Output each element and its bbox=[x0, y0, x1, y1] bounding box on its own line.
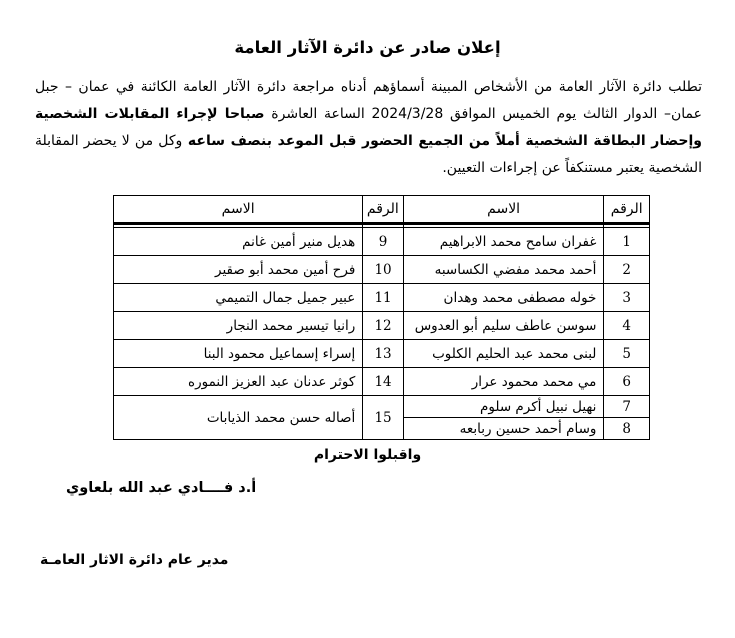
cell-number: 6 bbox=[604, 368, 650, 396]
paragraph-text-bold: صباحا لإجراء المقابلات الشخصية وإحضار البطاقة الشخصية أملاً من الجميع الحضور قبل الموعد بنصف ساعه bbox=[35, 106, 702, 149]
cell-number: 2 bbox=[604, 256, 650, 284]
header-number-right: الرقم bbox=[604, 196, 650, 224]
table-row bbox=[114, 312, 650, 340]
cell-number: 4 bbox=[604, 312, 650, 340]
announcement-paragraph bbox=[35, 74, 702, 182]
cell-number: 5 bbox=[604, 340, 650, 368]
cell-number: 12 bbox=[363, 312, 404, 340]
header-name-right: الاسم bbox=[403, 196, 604, 224]
table-row bbox=[114, 396, 650, 418]
cell-name: عبير جميل جمال التميمي bbox=[114, 284, 363, 312]
cell-number: 13 bbox=[363, 340, 404, 368]
applicants-table bbox=[113, 195, 650, 440]
cell-number: 8 bbox=[604, 418, 650, 440]
cell-name: وسام أحمد حسين ربابعه bbox=[403, 418, 604, 440]
table-row bbox=[114, 368, 650, 396]
cell-name: أحمد محمد مفضي الكساسبه bbox=[403, 256, 604, 284]
page-title: إعلان صادر عن دائرة الآثار العامة bbox=[234, 38, 501, 57]
cell-name: خوله مصطفى محمد وهدان bbox=[403, 284, 604, 312]
header-number-left: الرقم bbox=[363, 196, 404, 224]
closing-salutation: واقبلوا الاحترام bbox=[313, 447, 422, 463]
cell-number: 11 bbox=[363, 284, 404, 312]
header-name-left: الاسم bbox=[114, 196, 363, 224]
cell-number: 1 bbox=[604, 228, 650, 256]
cell-number: 3 bbox=[604, 284, 650, 312]
cell-name: هديل منير أمين غانم bbox=[114, 228, 363, 256]
signature-title: مدير عام دائرة الاثار العامـة bbox=[40, 552, 229, 568]
cell-name: لبنى محمد عبد الحليم الكلوب bbox=[403, 340, 604, 368]
table-row bbox=[114, 284, 650, 312]
cell-number: 15 bbox=[363, 396, 404, 440]
cell-name: إسراء إسماعيل محمود البنا bbox=[114, 340, 363, 368]
table-row bbox=[114, 340, 650, 368]
table-row bbox=[114, 228, 650, 256]
cell-name: غفران سامح محمد الابراهيم bbox=[403, 228, 604, 256]
table-header-row bbox=[114, 196, 650, 224]
cell-name: فرح أمين محمد أبو صقير bbox=[114, 256, 363, 284]
cell-number: 10 bbox=[363, 256, 404, 284]
cell-name: رانيا تيسير محمد النجار bbox=[114, 312, 363, 340]
cell-number: 7 bbox=[604, 396, 650, 418]
paragraph-text-regular-2: وكل من لا يحضر المقابلة الشخصية يعتبر مستنكفاً عن إجراءات التعيين. bbox=[35, 133, 702, 176]
paragraph-text-regular-1: تطلب دائرة الآثار العامة من الأشخاص المبينة أسماؤهم أدناه مراجعة دائرة الآثار العامة الكائنة في عمان – جبل عمان– الدوار الثالث يوم الخميس الموافق 2024/3/28 الساعة العاشرة bbox=[35, 79, 702, 122]
cell-name: سوسن عاطف سليم أبو العدوس bbox=[403, 312, 604, 340]
cell-name: أصاله حسن محمد الذيابات bbox=[114, 396, 363, 440]
signature-name: أ.د فــــادي عبد الله بلعاوي bbox=[66, 480, 257, 496]
cell-name: مي محمد محمود عرار bbox=[403, 368, 604, 396]
cell-number: 14 bbox=[363, 368, 404, 396]
cell-number: 9 bbox=[363, 228, 404, 256]
cell-name: كوثر عدنان عبد العزيز النموره bbox=[114, 368, 363, 396]
table-row bbox=[114, 256, 650, 284]
cell-name: نهيل نبيل أكرم سلوم bbox=[403, 396, 604, 418]
